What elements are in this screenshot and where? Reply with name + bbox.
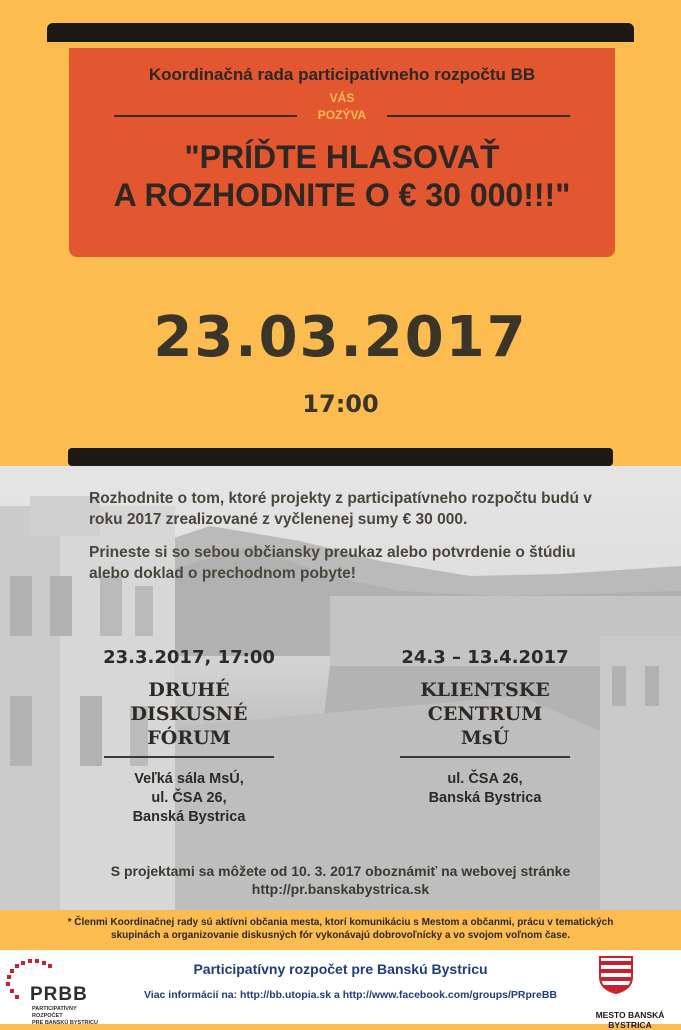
headline bbox=[69, 138, 615, 214]
city-name: MESTO BANSKÁ BYSTRICA bbox=[595, 1010, 665, 1030]
intro-paragraph-1: Rozhodnite o tom, ktoré projekty z participatívneho rozpočtu budú v roku 2017 zrealizované z vyčlenenej sumy € 30 000. bbox=[89, 490, 592, 528]
venue-date: 24.3 – 13.4.2017 bbox=[401, 647, 569, 668]
projects-info bbox=[0, 862, 681, 898]
city-crest-icon bbox=[598, 955, 634, 995]
divider-line-right bbox=[387, 115, 570, 117]
invitation-box bbox=[69, 48, 615, 257]
address-line: Veľká sála MsÚ, bbox=[134, 771, 244, 787]
middle-black-bar bbox=[68, 448, 613, 466]
venue-address bbox=[370, 770, 600, 808]
footer bbox=[0, 950, 681, 1030]
venue-name-line: KLIENTSKE bbox=[420, 679, 550, 701]
address-line: Banská Bystrica bbox=[428, 790, 542, 806]
venue-name-line: DRUHÉ bbox=[148, 679, 230, 701]
intro-text bbox=[89, 488, 609, 584]
vas-label: VÁS bbox=[329, 91, 355, 105]
pozyva-row bbox=[114, 108, 570, 122]
headline-line-1: "PRÍĎTE HLASOVAŤ bbox=[184, 139, 500, 175]
logo-sub-line: PARTICIPATÍVNY ROZPOČET bbox=[32, 1006, 77, 1019]
pozyva-label: POZÝVA bbox=[317, 108, 367, 122]
projects-link[interactable]: http://pr.banskabystrica.sk bbox=[251, 881, 430, 897]
footer-title: Participatívny rozpočet pre Banskú Bystricu bbox=[193, 961, 488, 977]
event-time: 17:00 bbox=[302, 390, 379, 418]
venue-name-line: FÓRUM bbox=[147, 727, 231, 749]
event-date: 23.03.2017 bbox=[153, 305, 528, 370]
prbb-logo bbox=[4, 956, 104, 1026]
prbb-logo-text: PRBB bbox=[30, 984, 88, 1005]
footer-links[interactable]: Viac informácií na: http://bb.utopia.sk a http://www.facebook.com/groups/PRpreBB bbox=[143, 989, 558, 1001]
venue-client-center bbox=[370, 647, 600, 808]
headline-line-2: A ROZHODNITE O € 30 000!!!" bbox=[113, 177, 571, 213]
venue-date: 23.3.2017, 17:00 bbox=[103, 647, 275, 668]
venue-name-line: CENTRUM bbox=[427, 703, 543, 725]
venue-forum bbox=[74, 647, 304, 827]
intro-paragraph-2: Prineste si so sebou občiansky preukaz alebo potvrdenie o štúdiu alebo doklad o prechodnom pobyte! bbox=[89, 544, 576, 582]
footnote: * Členmi Koordinačnej rady sú aktívni občania mesta, ktorí komunikáciu s Mestom a občanmi, prácu v tematických skupinách a organizovanie diskusných fór vykonávajú dobrovoľnícky a vo svojom voľnom čase. bbox=[67, 917, 614, 941]
organizer-title: Koordinačná rada participatívneho rozpočtu BB bbox=[148, 65, 536, 84]
projects-line: S projektami sa môžete od 10. 3. 2017 oboznámiť na webovej stránke bbox=[110, 863, 571, 879]
address-line: Banská Bystrica bbox=[132, 809, 246, 825]
address-line: ul. ČSA 26, bbox=[151, 790, 227, 806]
venue-name-line: MsÚ bbox=[460, 727, 510, 749]
venue-name bbox=[74, 678, 304, 750]
venue-divider bbox=[104, 756, 274, 758]
logo-sub-line: PRE BANSKÚ BYSTRICU bbox=[32, 1020, 99, 1026]
address-line: ul. ČSA 26, bbox=[447, 771, 523, 787]
venue-address bbox=[74, 770, 304, 827]
prbb-logo-subtitle bbox=[32, 1006, 104, 1027]
venue-name bbox=[370, 678, 600, 750]
venue-name-line: DISKUSNÉ bbox=[130, 703, 248, 725]
venue-divider bbox=[400, 756, 570, 758]
